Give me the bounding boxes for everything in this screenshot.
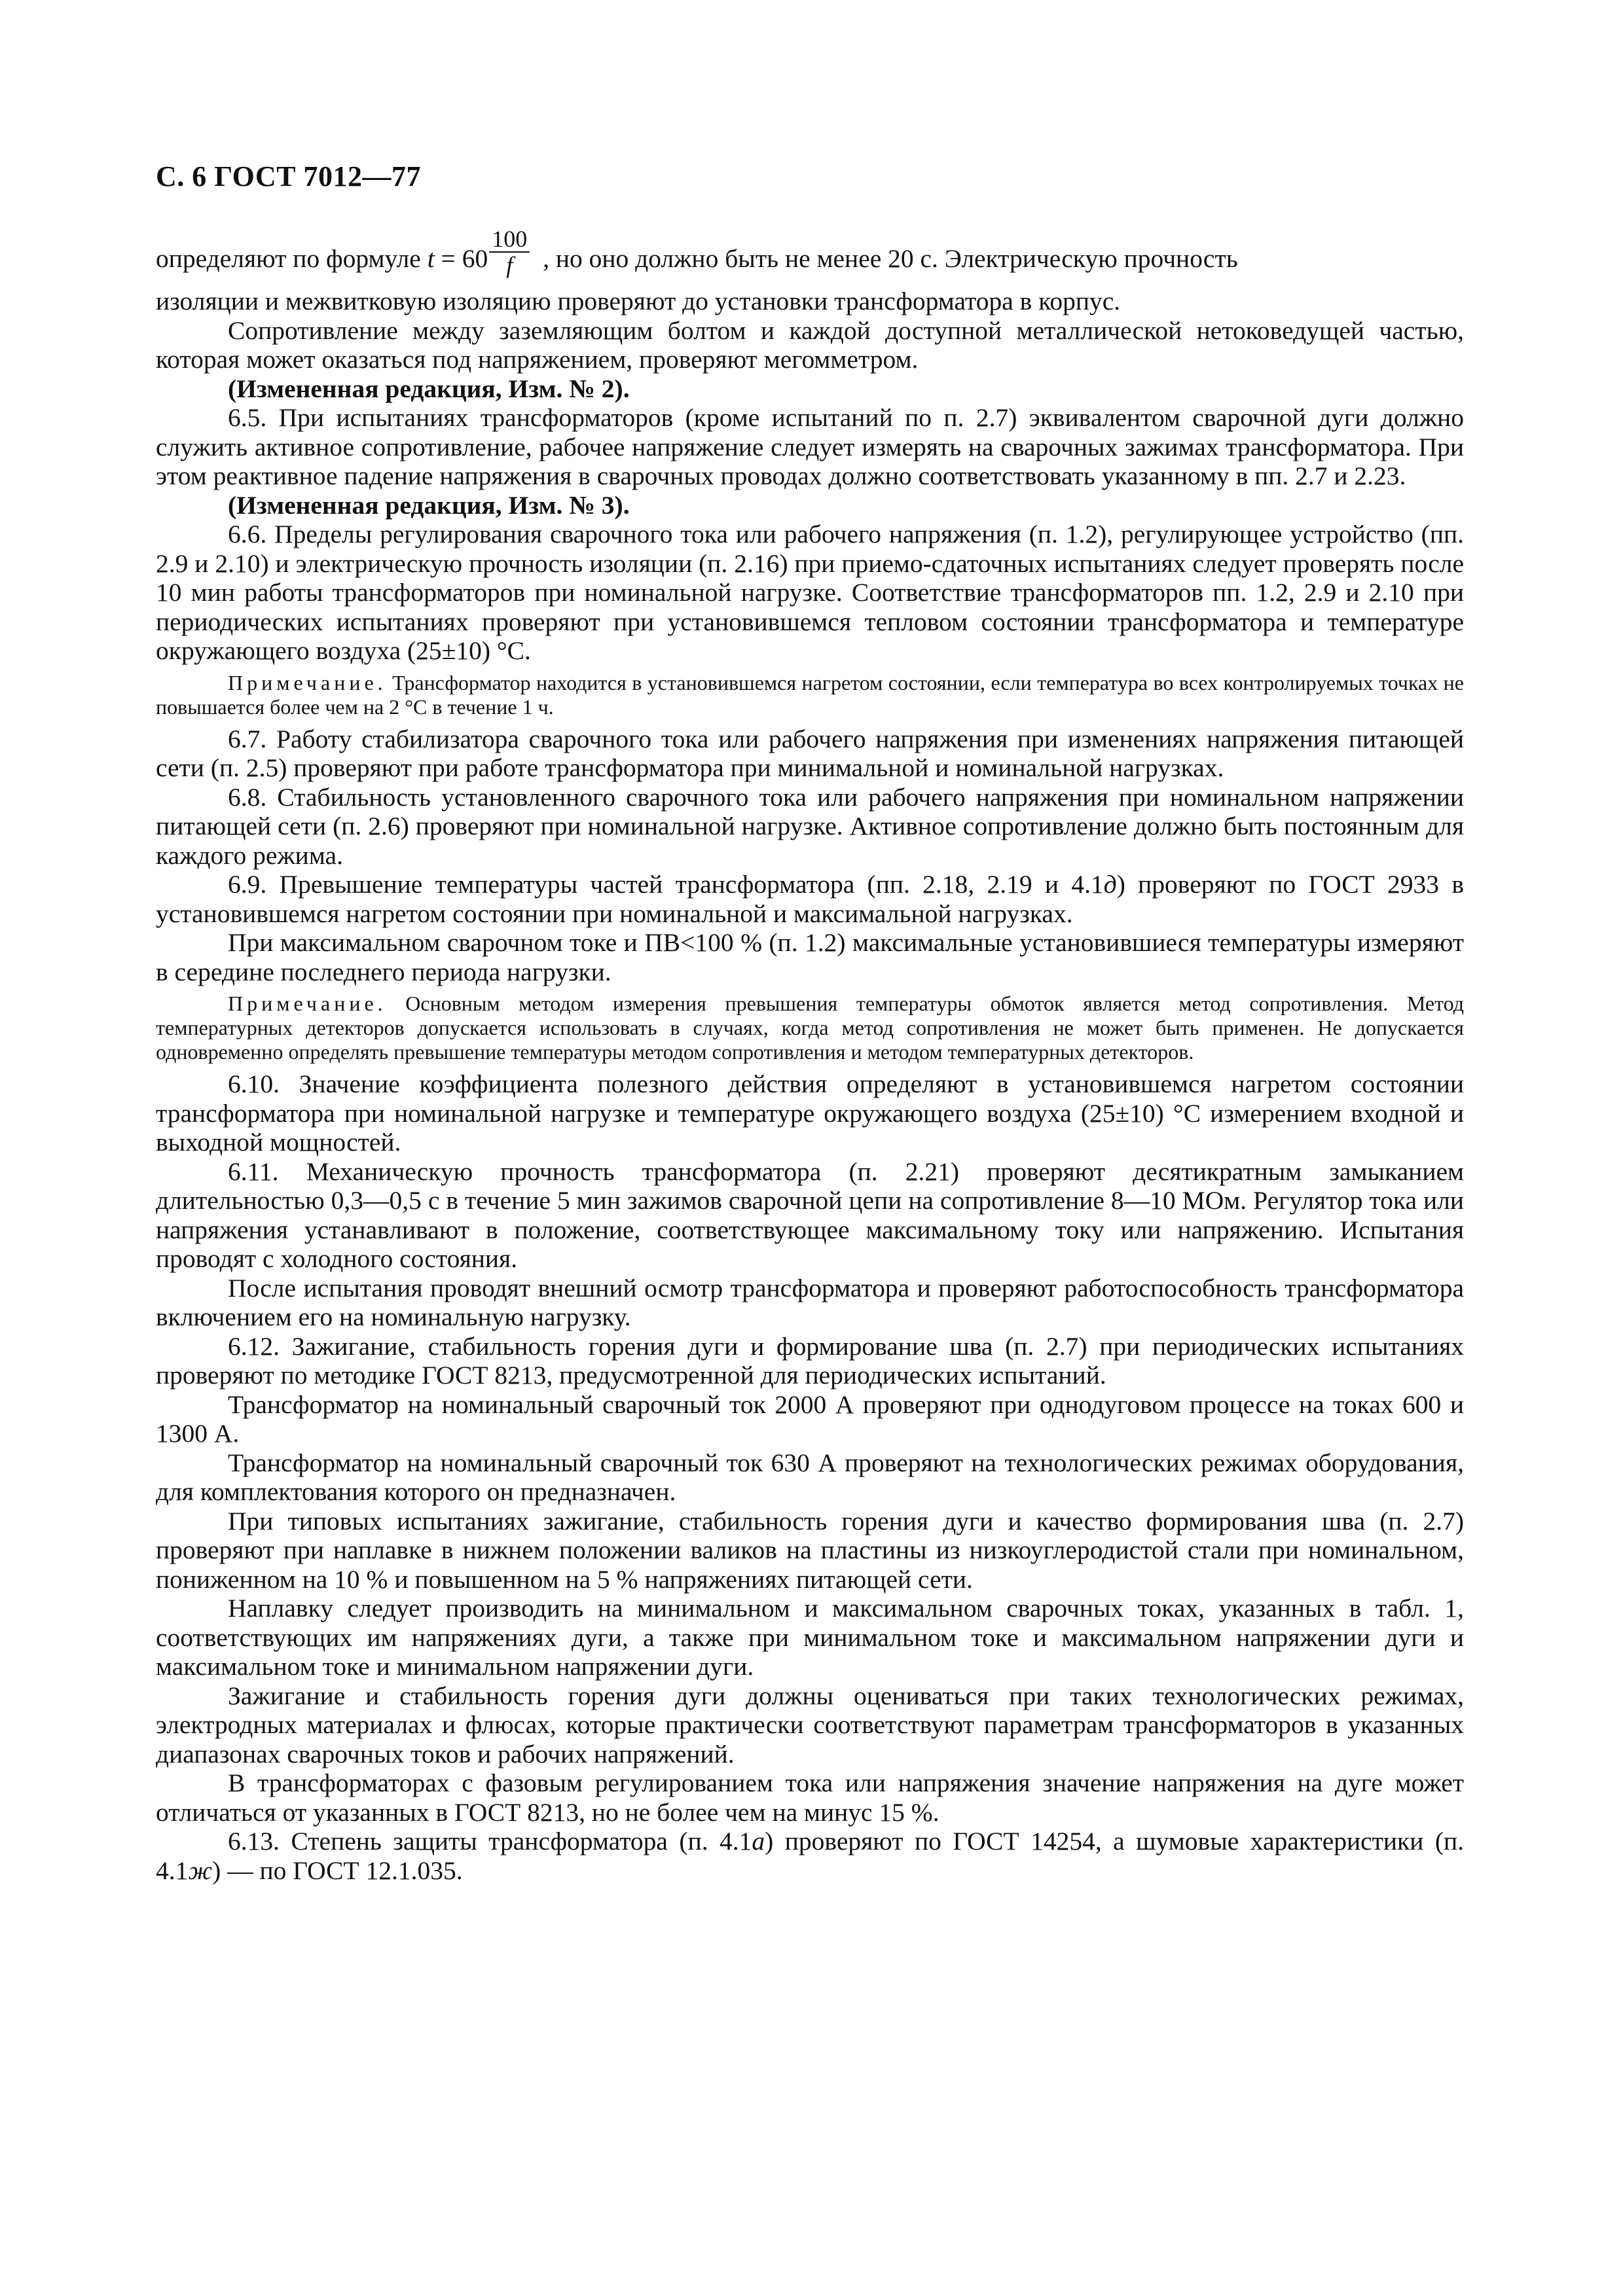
note-text: Трансформатор находится в установившемся нагретом состоянии, если температура во всех контролируемых точках не повышается более чем на 2 °С в течение 1 ч. (156, 670, 1464, 719)
formula-trail-text: , но оно должно быть не менее 20 с. Электрическую прочность (536, 244, 1238, 274)
paragraph: При типовых испытаниях зажигание, стабильность горения дуги и качество формирования шва (п. 2.7) проверяют при наплавке в нижнем положении валиков на пластины из низкоуглеродистой стали при номинальном, пониженном на 10 % и повышенном на 5 % напряжениях питающей сети. (156, 1506, 1464, 1594)
paragraph: изоляции и межвитковую изоляцию проверяют до установки трансформатора в корпус. (156, 287, 1121, 315)
clause-text: ) — по ГОСТ 12.1.035. (212, 1856, 463, 1885)
clause-6-6: 6.6. Пределы регулирования сварочного тока или рабочего напряжения (п. 1.2), регулирующее устройство (пп. 2.9 и 2.10) и электрическую прочность изоляции (п. 2.16) при приемо-сдаточных испытаниях следует проверять после 10 мин работы трансформаторов при номинальной нагрузке. Соответствие трансформаторов пп. 1.2, 2.9 и 2.10 при периодических испытаниях проверяют при установившемся тепловом состоянии трансформатора и температуре окружающего воздуха (25±10) °С. (156, 520, 1464, 665)
formula-denominator: f (506, 252, 513, 278)
formula-fraction (489, 226, 530, 278)
formula-lead-text: определяют по формуле (156, 244, 428, 274)
paragraph: После испытания проводят внешний осмотр трансформатора и проверяют работоспособность трансформатора включением его на номинальную нагрузку. (156, 1273, 1464, 1331)
clause-6-9 (156, 870, 1464, 928)
amendment-note: (Измененная редакция, Изм. № 2). (228, 374, 630, 403)
clause-text: 6.9. Превышение температуры частей трансформатора (пп. 2.18, 2.19 и 4.1 (228, 870, 1104, 899)
paragraph: Трансформатор на номинальный сварочный ток 630 А проверяют на технологических режимах оборудования, для комплектования которого он предназначен. (156, 1448, 1464, 1506)
paragraph: Зажигание и стабильность горения дуги должны оцениваться при таких технологических режимах, электродных материалах и флюсах, которые практически соответствуют параметрам трансформаторов в указанных диапазонах сварочных токов и рабочих напряжений. (156, 1681, 1464, 1768)
note-paragraph (156, 992, 1464, 1064)
paragraph: Сопротивление между заземляющим болтом и каждой доступной металлической нетоковедущей частью, которая может оказаться под напряжением, проверяют мегомметром. (156, 315, 1464, 374)
paragraph: Трансформатор на номинальный сварочный ток 2000 А проверяют при однодуговом процессе на токах 600 и 1300 А. (156, 1390, 1464, 1448)
formula-numerator: 100 (489, 226, 530, 253)
clause-6-10: 6.10. Значение коэффициента полезного действия определяют в установившемся нагретом состоянии трансформатора при номинальной нагрузке и температуре окружающего воздуха (25±10) °С измерением входной и выходной мощностей. (156, 1069, 1464, 1157)
note-paragraph (156, 671, 1464, 719)
formula-equals: = 60 (434, 244, 488, 274)
page-header: С. 6 ГОСТ 7012—77 (156, 160, 422, 192)
clause-subitem-letter: а (752, 1827, 765, 1856)
note-label: Примечание. (228, 670, 387, 694)
clause-text: ) проверяют по ГОСТ 2933 в установившемся нагретом состоянии при номинальной и максимальной нагрузках. (156, 870, 1464, 928)
clause-6-12: 6.12. Зажигание, стабильность горения дуги и формирование шва (п. 2.7) при периодических испытаниях проверяют по методике ГОСТ 8213, предусмотренной для периодических испытаний. (156, 1331, 1464, 1390)
clause-text: ) проверяют по ГОСТ 14254, а шумовые характеристики (п. 4.1 (156, 1827, 1464, 1885)
note-text: Основным методом измерения превышения температуры обмоток является метод сопротивления. Метод температурных детекторов допускается использовать в случаях, когда метод сопротивления не может быть применен. Не допускается одновременно определять превышение температуры методом сопротивления и методом температурных детекторов. (156, 992, 1464, 1064)
paragraph: Наплавку следует производить на минимальном и максимальном сварочных токах, указанных в табл. 1, соответствующих им напряжениях дуги, а также при минимальном токе и максимальном напряжении дуги и максимальном токе и минимальном напряжении дуги. (156, 1594, 1464, 1681)
formula-paragraph (156, 226, 1464, 287)
amendment-note: (Измененная редакция, Изм. № 3). (228, 490, 630, 520)
clause-subitem-letter: д (1103, 870, 1117, 899)
clause-6-13 (156, 1827, 1464, 1885)
clause-6-5: 6.5. При испытаниях трансформаторов (кроме испытаний по п. 2.7) эквивалентом сварочной дуги должно служить активное сопротивление, рабочее напряжение следует измерять на сварочных зажимах трансформатора. При этом реактивное падение напряжения в сварочных проводах должно соответствовать указанному в пп. 2.7 и 2.23. (156, 403, 1464, 490)
clause-text: 6.13. Степень защиты трансформатора (п. 4.1 (228, 1827, 752, 1856)
clause-subitem-letter: ж (188, 1856, 213, 1885)
clause-6-7: 6.7. Работу стабилизатора сварочного тока или рабочего напряжения при изменениях напряжения питающей сети (п. 2.5) проверяют при работе трансформатора при минимальной и номинальной нагрузках. (156, 724, 1464, 782)
paragraph: При максимальном сварочном токе и ПВ<100 % (п. 1.2) максимальные установившиеся температуры измеряют в середине последнего периода нагрузки. (156, 928, 1464, 986)
clause-6-11: 6.11. Механическую прочность трансформатора (п. 2.21) проверяют десятикратным замыканием длительностью 0,3—0,5 с в течение 5 мин зажимов сварочной цепи на сопротивление 8—10 МОм. Регулятор тока или напряжения устанавливают в положение, соответствующее максимальному току или напряжению. Испытания проводят с холодного состояния. (156, 1157, 1464, 1273)
note-label: Примечание. (228, 992, 387, 1015)
document-body (156, 226, 1464, 1885)
formula-variable: t (427, 244, 435, 274)
clause-6-8: 6.8. Стабильность установленного сварочного тока или рабочего напряжения при номинальном напряжении питающей сети (п. 2.6) проверяют при номинальной нагрузке. Активное сопротивление должно быть постоянным для каждого режима. (156, 782, 1464, 870)
paragraph: В трансформаторах с фазовым регулированием тока или напряжения значение напряжения на дуге может отличаться от указанных в ГОСТ 8213, но не более чем на минус 15 %. (156, 1768, 1464, 1827)
